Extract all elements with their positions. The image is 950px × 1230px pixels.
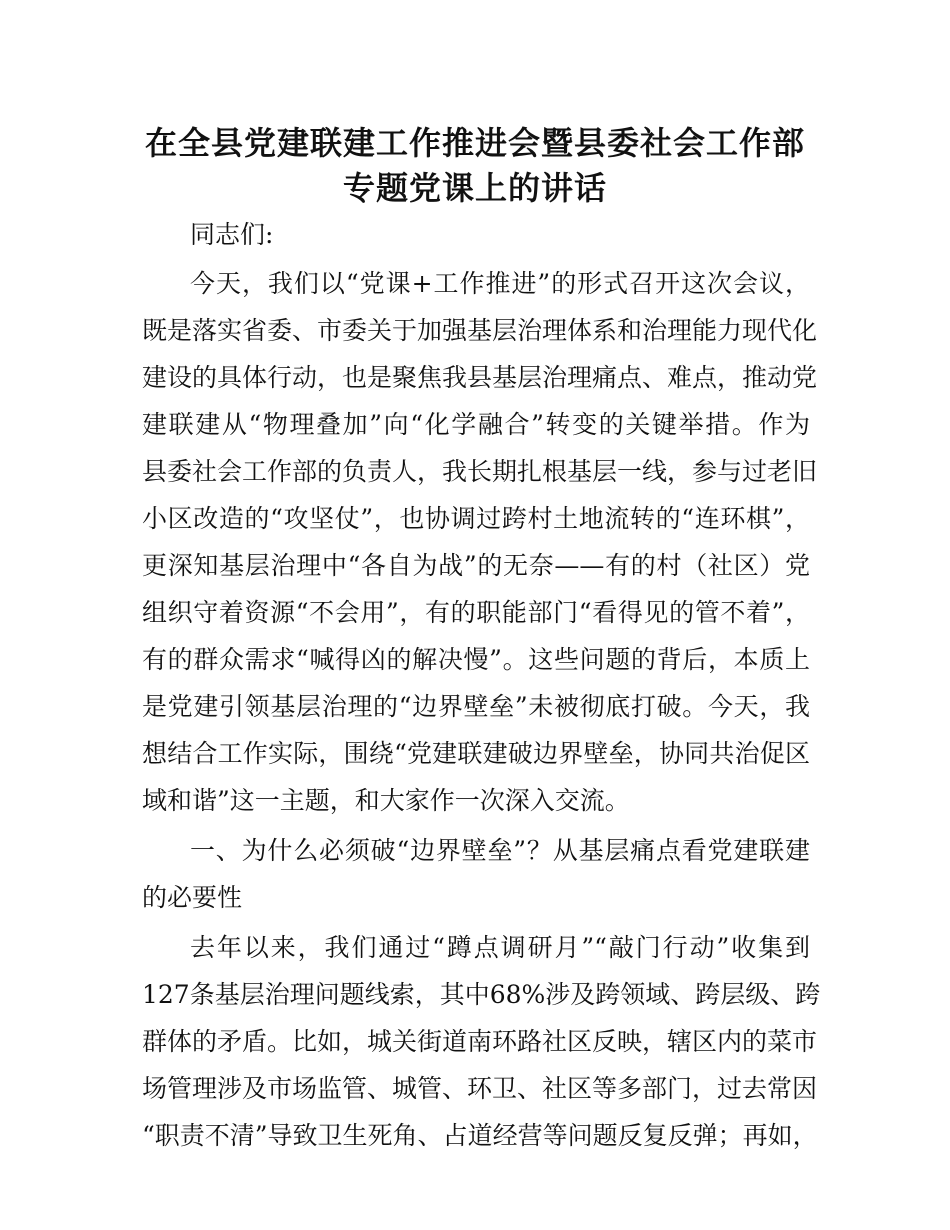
section-heading-line: 的必要性 xyxy=(142,883,243,912)
paragraph-line: 建联建从“物理叠加”向“化学融合”转变的关键举措。作为 xyxy=(142,410,810,439)
paragraph-line: 群体的矛盾。比如，城关街道南环路社区反映，辖区内的菜市 xyxy=(142,1027,818,1056)
paragraph-line: 建设的具体行动，也是聚焦我县基层治理痛点、难点，推动党 xyxy=(142,363,818,392)
paragraph-line: 想结合工作实际，围绕“党建联建破边界壁垒，协同共治促区 xyxy=(142,739,810,768)
paragraph-line: 组织守着资源“不会用”，有的职能部门“看得见的管不着”， xyxy=(142,598,810,627)
salutation: 同志们: xyxy=(190,220,274,249)
paragraph-line: 是党建引领基层治理的“边界壁垒”未被彻底打破。今天，我 xyxy=(142,692,810,721)
title-line-1: 在全县党建联建工作推进会暨县委社会工作部 xyxy=(144,124,805,162)
paragraph-line: 更深知基层治理中“各自为战”的无奈——有的村（社区）党 xyxy=(142,551,810,580)
paragraph-line: 小区改造的“攻坚仗”，也协调过跨村土地流转的“连环棋”， xyxy=(142,504,810,533)
section-heading-line: 一、为什么必须破“边界壁垒”？从基层痛点看党建联建 xyxy=(190,836,810,865)
paragraph-line: 去年以来，我们通过“蹲点调研月”“敲门行动”收集到 xyxy=(190,933,810,962)
paragraph-line: 域和谐”这一主题，和大家作一次深入交流。 xyxy=(142,786,630,815)
paragraph-line: 既是落实省委、市委关于加强基层治理体系和治理能力现代化 xyxy=(142,316,818,345)
paragraph-line: 有的群众需求“喊得凶的解决慢”。这些问题的背后，本质上 xyxy=(142,645,810,674)
paragraph-line: 场管理涉及市场监管、城管、环卫、社区等多部门，过去常因 xyxy=(142,1074,818,1103)
paragraph-line: 县委社会工作部的负责人，我长期扎根基层一线，参与过老旧 xyxy=(142,457,818,486)
paragraph-line: 今天，我们以“党课+工作推进”的形式召开这次会议， xyxy=(190,269,810,298)
title-line-2: 专题党课上的讲话 xyxy=(342,169,607,207)
paragraph-line: “职责不清”导致卫生死角、占道经营等问题反复反弹；再如， xyxy=(142,1121,818,1150)
paragraph-line: 127条基层治理问题线索，其中68%涉及跨领域、跨层级、跨 xyxy=(142,980,821,1009)
